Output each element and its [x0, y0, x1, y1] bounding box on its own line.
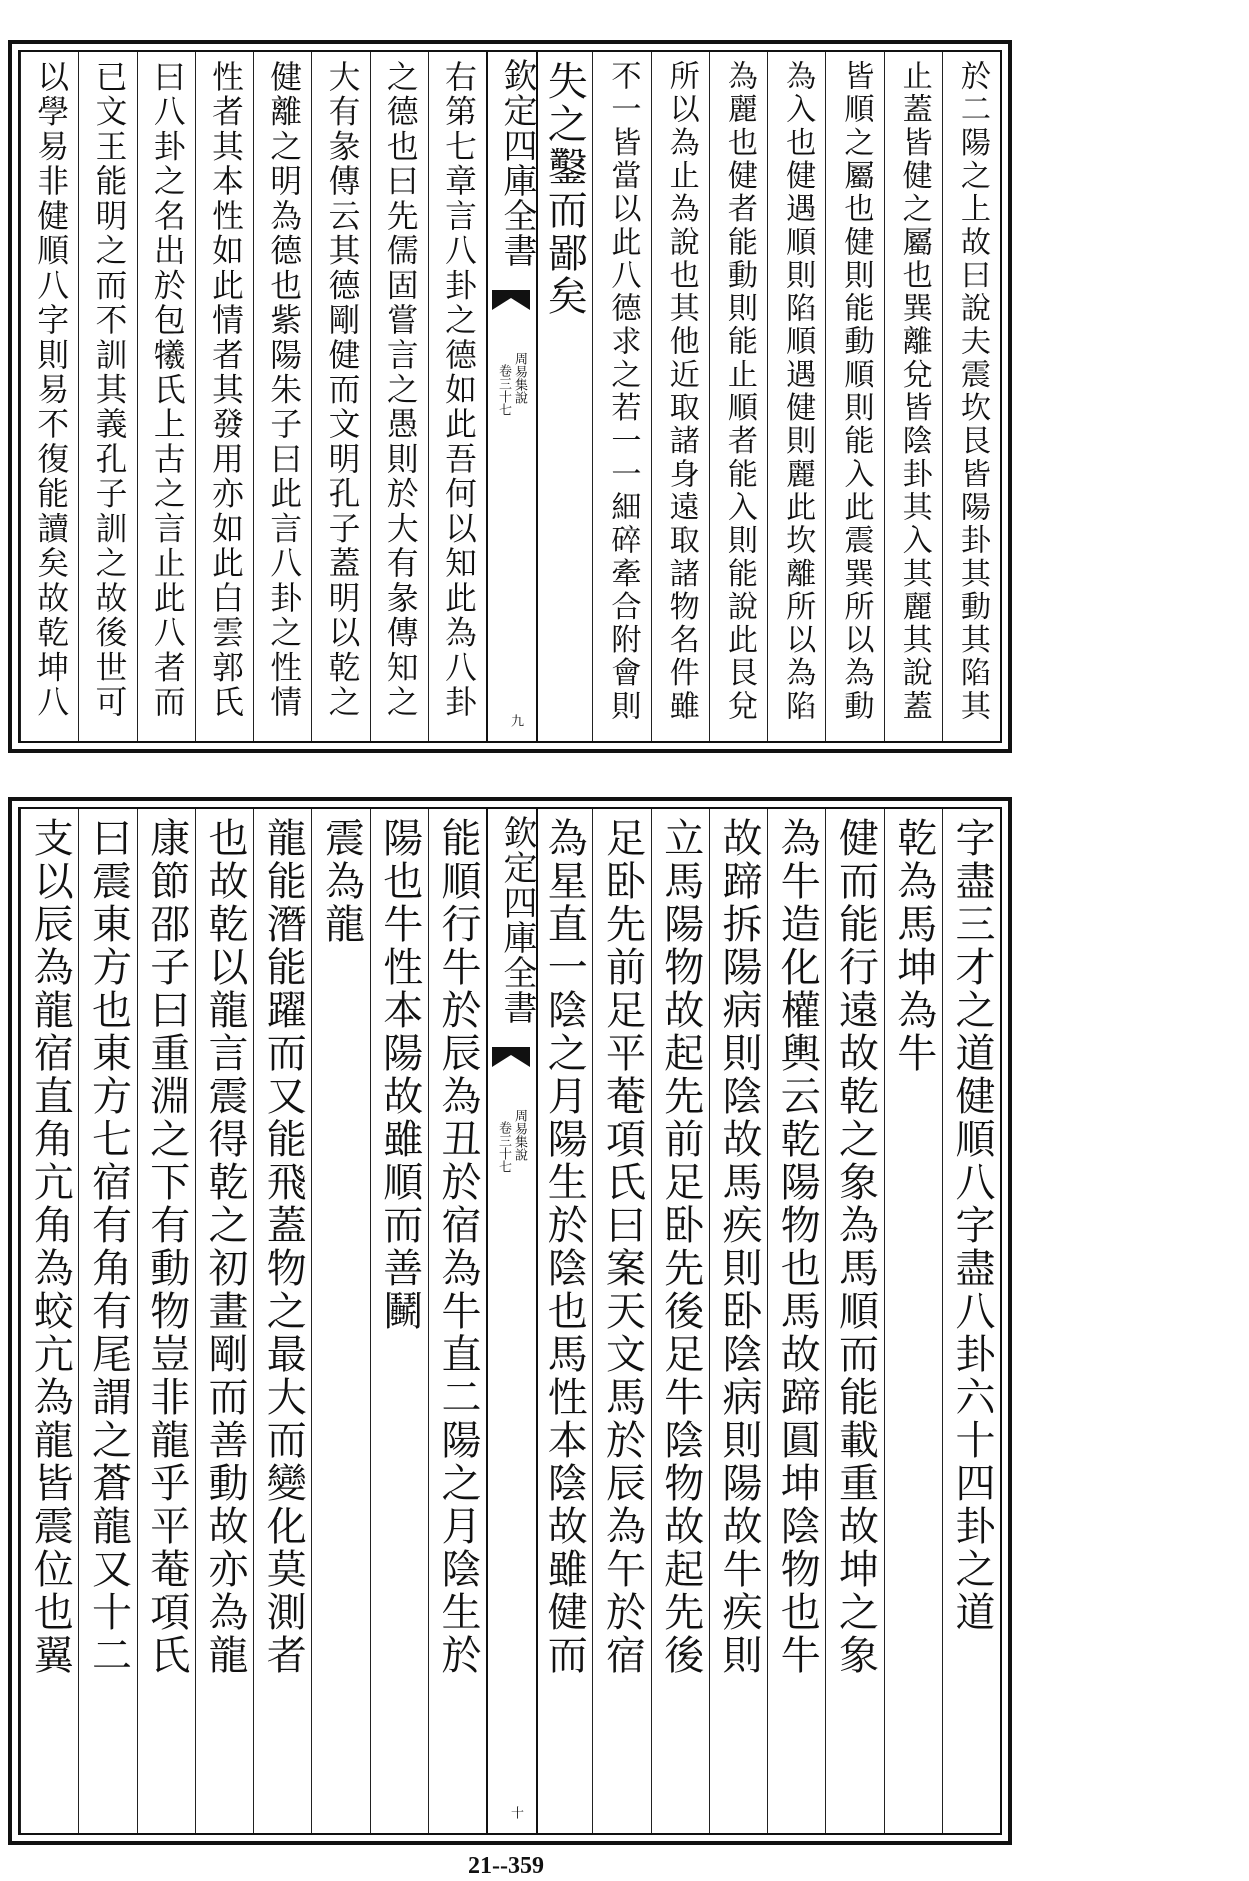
- column-text: 故蹄拆陽病則陰故馬疾則卧陰病則陽故牛疾則: [716, 817, 762, 1677]
- column-text: 為入也健遇順則陷順遇健則麗此坎離所以為陷: [780, 60, 816, 723]
- column-text: 已文王能明之而不訓其義孔子訓之故後世可: [90, 60, 127, 720]
- text-column: [651, 52, 710, 741]
- column-text: 性者其本性如此情者其發用亦如此白雲郭氏: [207, 60, 243, 720]
- text-column: [370, 52, 429, 741]
- text-column: [428, 52, 487, 741]
- column-text: 為麗也健者能動則能止順者能入則能說此艮兌: [722, 60, 757, 723]
- text-column: [767, 809, 826, 1833]
- column-text: 也故乾以龍言震得乾之初畫剛而善動故亦為龍: [202, 817, 248, 1677]
- column-text: 康節邵子曰重淵之下有動物豈非龍乎平菴項氏: [143, 817, 190, 1677]
- book-title: 欽定四庫全書: [497, 58, 537, 268]
- column-text: 乾為馬坤為牛: [890, 817, 937, 1075]
- text-column: [592, 52, 651, 741]
- column-text: 失之鑿而鄙矣: [541, 60, 588, 318]
- page-number: 十: [508, 1806, 523, 1819]
- text-column: [428, 809, 487, 1833]
- text-column: [311, 52, 370, 741]
- text-column: [942, 809, 1001, 1833]
- column-text: 能順行牛於辰為丑於宿為牛直二陽之月陰生於: [435, 817, 481, 1677]
- text-column: [137, 809, 196, 1833]
- column-text: 曰八卦之名出於包犧氏上古之言止此八者而: [148, 60, 185, 720]
- column-text: 震為龍: [318, 817, 365, 946]
- text-column: [20, 52, 79, 741]
- page-footer-number: 21--359: [468, 1853, 544, 1879]
- column-text: 字盡三才之道健順八字盡八卦六十四卦之道: [949, 817, 995, 1634]
- column-text: 大有彖傳云其德剛健而文明孔子蓋明以乾之: [323, 60, 360, 720]
- text-column: [253, 52, 312, 741]
- text-column: [78, 52, 137, 741]
- column-text: 立馬陽物故起先前足卧先後足牛陰物故起先後: [657, 817, 704, 1677]
- work-title: 周易集說: [512, 352, 527, 404]
- text-column: [651, 809, 710, 1833]
- column-text: 所以為止為說也其他近取諸身遠取諸物名件雖: [663, 60, 699, 723]
- text-column: [884, 52, 943, 741]
- book-title: 欽定四庫全書: [497, 815, 537, 1025]
- text-column: [195, 52, 254, 741]
- fishtail-icon: [492, 1047, 530, 1067]
- text-column: [884, 809, 943, 1833]
- column-text: 於二陽之上故曰說夫震坎艮皆陽卦其動其陷其: [955, 60, 990, 723]
- text-column: [20, 809, 79, 1833]
- text-column: [534, 52, 593, 741]
- text-column: [195, 809, 254, 1833]
- text-column: [825, 52, 884, 741]
- bottom-page: [8, 797, 1012, 1845]
- center-fold: [486, 52, 538, 741]
- volume-label: 卷三十七: [496, 1121, 511, 1173]
- column-text: 為星直一陰之月陽生於陰也馬性本陰故雖健而: [541, 817, 588, 1677]
- column-text: 龍能潛能躍而又能飛蓋物之最大而變化莫測者: [260, 817, 307, 1677]
- column-text: 不一皆當以此八德求之若一一細碎牽合附會則: [605, 60, 641, 723]
- column-text: 陽也牛性本陽故雖順而善鬭: [376, 817, 423, 1333]
- text-column: [825, 809, 884, 1833]
- top-page: [8, 40, 1012, 753]
- fishtail-icon: [492, 290, 530, 310]
- page-number: 九: [508, 714, 523, 727]
- text-column: [137, 52, 196, 741]
- text-column: [592, 809, 651, 1833]
- center-fold: [486, 809, 538, 1833]
- column-text: 健而能行遠故乾之象為馬順而能載重故坤之象: [832, 817, 879, 1677]
- column-text: 止蓋皆健之屬也巽離兌皆陰卦其入其麗其說蓋: [896, 60, 932, 723]
- column-text: 之德也曰先儒固嘗言之愚則於大有彖傳知之: [381, 60, 418, 720]
- volume-label: 卷三十七: [496, 364, 511, 416]
- text-column: [942, 52, 1001, 741]
- top-page-frame: [18, 50, 1002, 743]
- text-column: [78, 809, 137, 1833]
- text-column: [311, 809, 370, 1833]
- work-title: 周易集說: [512, 1109, 527, 1161]
- text-column: [370, 809, 429, 1833]
- column-text: 健離之明為德也紫陽朱子曰此言八卦之性情: [265, 60, 302, 720]
- column-text: 以學易非健順八字則易不復能讀矣故乾坤八: [32, 60, 69, 720]
- column-text: 支以辰為龍宿直角亢角為蛟亢為龍皆震位也翼: [27, 817, 74, 1677]
- column-text: 足卧先前足平菴項氏曰案天文馬於辰為午於宿: [599, 817, 646, 1677]
- column-text: 右第七章言八卦之德如此吾何以知此為八卦: [440, 60, 476, 720]
- text-column: [253, 809, 312, 1833]
- text-column: [709, 52, 768, 741]
- text-column: [534, 809, 593, 1833]
- column-text: 皆順之屬也健則能動順則能入此震巽所以為動: [838, 60, 874, 723]
- text-column: [767, 52, 826, 741]
- column-text: 為牛造化權輿云乾陽物也馬故蹄圓坤陰物也牛: [774, 817, 821, 1677]
- text-column: [709, 809, 768, 1833]
- column-text: 曰震東方也東方七宿有角有尾謂之蒼龍又十二: [85, 817, 132, 1677]
- bottom-page-frame: [18, 807, 1002, 1835]
